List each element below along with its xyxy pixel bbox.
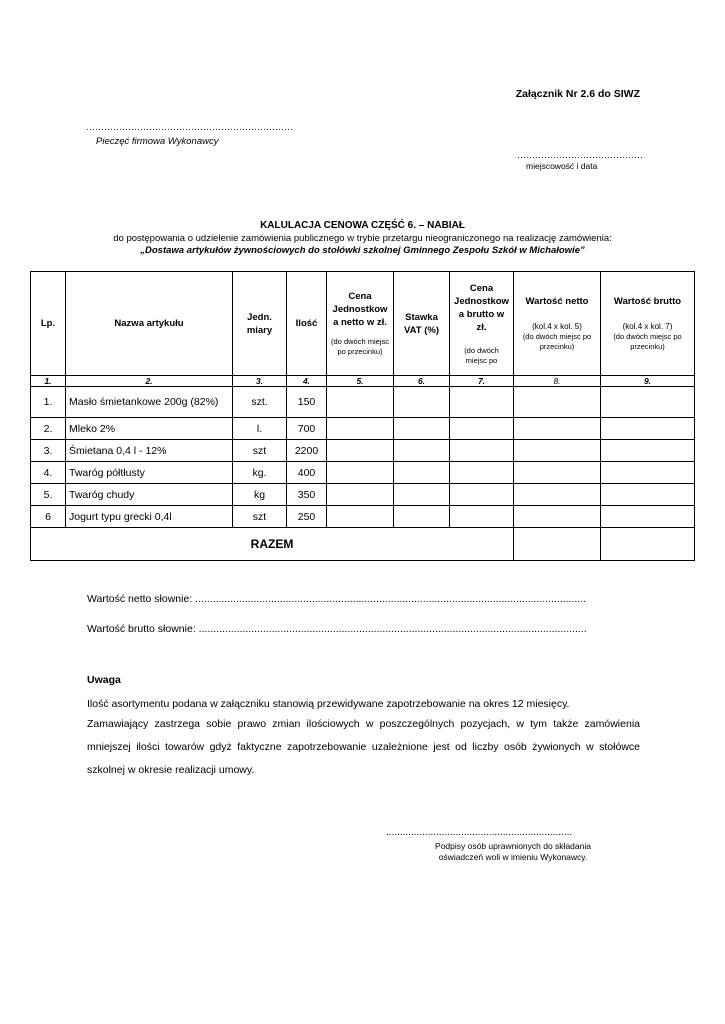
column-number: 1.	[31, 376, 66, 387]
column-number: 7.	[450, 376, 514, 387]
document-subtitle: do postępowania o udzielenie zamówienia publicznego w trybie przetargu nieograniczonego na realizację zamówienia:	[113, 233, 612, 244]
place-date-dotted-line: ……………………………………	[517, 150, 643, 160]
cell-gross-value[interactable]	[601, 418, 695, 440]
cell-gross-value[interactable]	[601, 484, 695, 506]
total-gross-value[interactable]	[601, 528, 695, 561]
column-number: 4.	[287, 376, 327, 387]
cell-unit: kg.	[233, 462, 287, 484]
signature-label	[386, 841, 640, 863]
cell-vat[interactable]	[394, 387, 450, 418]
header-net-price-note: (do dwóch miejsc po przecinku)	[331, 337, 389, 356]
cell-name: Jogurt typu grecki 0,4l	[66, 506, 233, 528]
header-net-value-note: (do dwóch miejsc po przecinku)	[522, 332, 592, 351]
table-row	[31, 387, 695, 418]
cell-net-price[interactable]	[327, 506, 394, 528]
header-net-price-label: Cena Jednostkow a netto w zł.	[332, 291, 388, 328]
document-title: KALULACJA CENOWA CZĘŚĆ 6. – NABIAŁ	[260, 220, 465, 231]
total-net-value[interactable]	[514, 528, 601, 561]
table-row	[31, 506, 695, 528]
price-table	[30, 271, 695, 561]
cell-gross-price[interactable]	[450, 484, 514, 506]
column-number: 2.	[66, 376, 233, 387]
order-subject: „Dostawa artykułów żywnościowych do stołówki szkolnej Gminnego Zespołu Szkół w Michałowie”	[140, 245, 585, 256]
place-date-label: miejscowość i data	[526, 161, 598, 171]
cell-net-price[interactable]	[327, 387, 394, 418]
gross-value-in-words: Wartość brutto słownie: .....................................................................................................................................	[87, 623, 587, 635]
cell-net-price[interactable]	[327, 418, 394, 440]
net-value-in-words: Wartość netto słownie: ......................................................................................................................................	[87, 593, 587, 605]
cell-net-value[interactable]	[514, 387, 601, 418]
note-paragraph-2: Zamawiający zastrzega sobie prawo zmian ilościowych w poszczególnych pozycjach, w tym także zamówienia mniejszej ilości towarów gdyż faktyczne zapotrzebowanie uzależnione jest od liczby osób żywionych w stołówce szkolnej w okresie realizacji umowy.	[87, 718, 640, 776]
cell-lp: 2.	[31, 418, 66, 440]
cell-unit: kg	[233, 484, 287, 506]
column-number: 3.	[233, 376, 287, 387]
cell-lp: 1.	[31, 387, 66, 418]
cell-gross-price[interactable]	[450, 440, 514, 462]
cell-net-value[interactable]	[514, 462, 601, 484]
table-row	[31, 462, 695, 484]
column-number: 9.	[601, 376, 695, 387]
header-net-value-label: Wartość netto	[525, 296, 589, 307]
cell-net-price[interactable]	[327, 462, 394, 484]
cell-name: Śmietana 0,4 l - 12%	[66, 440, 233, 462]
header-gross-value-label: Wartość brutto	[613, 296, 682, 307]
header-gross-value	[601, 272, 695, 376]
cell-name: Twaróg chudy	[66, 484, 233, 506]
cell-qty: 250	[287, 506, 327, 528]
cell-name: Masło śmietankowe 200g (82%)	[66, 387, 233, 418]
header-gross-price	[450, 272, 514, 376]
cell-net-price[interactable]	[327, 484, 394, 506]
cell-net-value[interactable]	[514, 440, 601, 462]
cell-gross-value[interactable]	[601, 387, 695, 418]
total-row	[31, 528, 695, 561]
cell-qty: 350	[287, 484, 327, 506]
note-heading: Uwaga	[87, 674, 121, 686]
total-label: RAZEM	[31, 528, 514, 561]
table-row	[31, 418, 695, 440]
cell-gross-price[interactable]	[450, 506, 514, 528]
header-net-value	[514, 272, 601, 376]
cell-qty: 400	[287, 462, 327, 484]
column-number: 8.	[514, 376, 601, 387]
cell-lp: 6	[31, 506, 66, 528]
annex-label: Załącznik Nr 2.6 do SIWZ	[515, 88, 640, 100]
cell-unit: l.	[233, 418, 287, 440]
cell-gross-value[interactable]	[601, 506, 695, 528]
cell-net-price[interactable]	[327, 440, 394, 462]
cell-vat[interactable]	[394, 484, 450, 506]
cell-qty: 700	[287, 418, 327, 440]
cell-gross-price[interactable]	[450, 418, 514, 440]
cell-qty: 150	[287, 387, 327, 418]
header-qty: Ilość	[287, 272, 327, 376]
cell-vat[interactable]	[394, 462, 450, 484]
cell-unit: szt	[233, 506, 287, 528]
cell-lp: 3.	[31, 440, 66, 462]
cell-unit: szt.	[233, 387, 287, 418]
stamp-label: Pieczęć firmowa Wykonawcy	[96, 136, 219, 147]
header-unit: Jedn. miary	[233, 272, 287, 376]
table-row	[31, 440, 695, 462]
column-number-row	[31, 376, 695, 387]
cell-lp: 5.	[31, 484, 66, 506]
signature-dotted-line: ...................................................................	[386, 827, 573, 838]
cell-gross-value[interactable]	[601, 440, 695, 462]
column-number: 6.	[394, 376, 450, 387]
column-number: 5.	[327, 376, 394, 387]
header-net-value-formula: (kol.4 x kol. 5)	[532, 322, 582, 331]
header-gross-price-note: (do dwóch miejsc po	[464, 345, 499, 365]
signature-label-line-1: Podpisy osób uprawnionych do składania	[435, 841, 591, 851]
cell-gross-price[interactable]	[450, 462, 514, 484]
cell-vat[interactable]	[394, 506, 450, 528]
cell-net-value[interactable]	[514, 506, 601, 528]
cell-gross-price[interactable]	[450, 387, 514, 418]
header-net-price	[327, 272, 394, 376]
cell-gross-value[interactable]	[601, 462, 695, 484]
header-vat: Stawka VAT (%)	[394, 272, 450, 376]
header-name: Nazwa artykułu	[66, 272, 233, 376]
cell-name: Twaróg półtłusty	[66, 462, 233, 484]
cell-vat[interactable]	[394, 418, 450, 440]
cell-vat[interactable]	[394, 440, 450, 462]
table-header-row	[31, 272, 695, 376]
note-paragraph-1: Ilość asortymentu podana w załączniku stanowią przewidywane zapotrzebowanie na okres 12 miesięcy.	[87, 698, 570, 710]
cell-net-value[interactable]	[514, 418, 601, 440]
signature-label-line-2: oświadczeń woli w imieniu Wykonawcy.	[438, 852, 588, 862]
cell-name: Mleko 2%	[66, 418, 233, 440]
header-gross-value-formula: (kol.4 x kol. 7)	[622, 322, 673, 331]
cell-qty: 2200	[287, 440, 327, 462]
cell-unit: szt	[233, 440, 287, 462]
table-row	[31, 484, 695, 506]
header-gross-value-note: (do dwóch miejsc po przecinku)	[613, 332, 682, 351]
cell-net-value[interactable]	[514, 484, 601, 506]
cell-lp: 4.	[31, 462, 66, 484]
header-gross-price-label: Cena Jednostkow a brutto w zł.	[454, 282, 509, 333]
header-lp: Lp.	[31, 272, 66, 376]
stamp-dotted-line: ……………………………………………………………	[86, 122, 293, 132]
